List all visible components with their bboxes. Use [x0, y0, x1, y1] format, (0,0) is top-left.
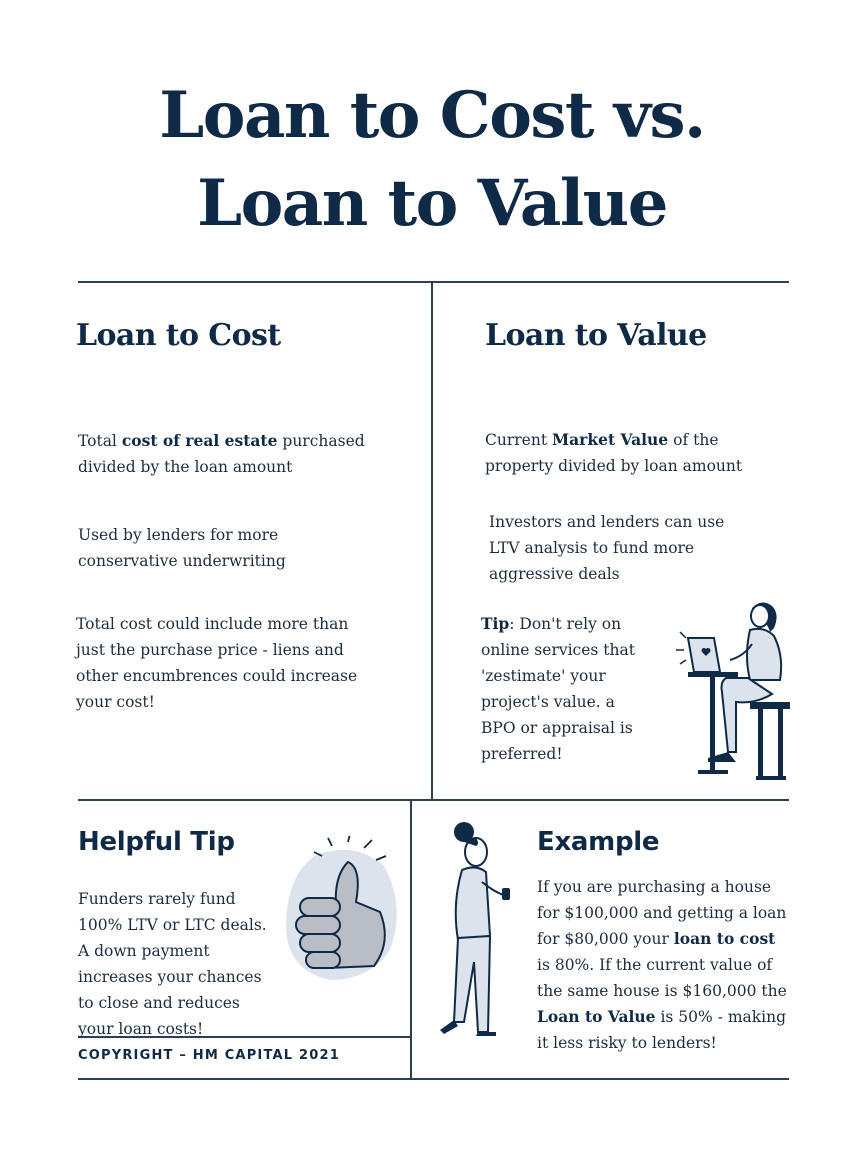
helpful-tip-text: Funders rarely fund 100% LTV or LTC deals. A down payment increases your chances to close and reduces your loan costs! [78, 890, 267, 1038]
ltv-definition: Current Market Value of the property divided by loan amount [485, 430, 743, 475]
person-at-laptop-icon [672, 598, 796, 784]
thumbs-up-icon [284, 836, 400, 986]
ltv-heading: Loan to Value [485, 318, 707, 353]
title-line-2: Loan to Value [197, 166, 667, 241]
ltc-note: Total cost could include more than just the purchase price - liens and other encumbrences could increase your cost! [76, 615, 358, 711]
example-heading: Example [537, 827, 660, 857]
bottom-divider [78, 1078, 789, 1080]
middle-divider [78, 799, 789, 801]
example-text: If you are purchasing a house for $100,000 and getting a loan for $80,000 your loan to cost is 80%. If the current value of the same house is $160,000 the Loan to Value is 50% - making it less risky to lenders! [537, 878, 787, 1052]
center-divider-upper [431, 281, 433, 799]
center-divider-lower [410, 799, 412, 1079]
ltc-definition: Total cost of real estate purchased divided by the loan amount [78, 431, 365, 476]
ltc-usage: Used by lenders for more conservative underwriting [78, 526, 286, 570]
person-with-phone-icon [436, 820, 526, 1042]
ltv-tip: Tip: Don't rely on online services that 'zestimate' your project's value. a BPO or appraisal is preferred! [481, 614, 635, 763]
ltv-usage: Investors and lenders can use LTV analysis to fund more aggressive deals [489, 513, 725, 583]
title-line-1: Loan to Cost vs. [159, 78, 705, 153]
copyright: COPYRIGHT – HM CAPITAL 2021 [78, 1048, 340, 1063]
page-title [0, 72, 864, 248]
ltc-heading: Loan to Cost [76, 318, 281, 353]
top-divider [78, 281, 789, 283]
helpful-tip-heading: Helpful Tip [78, 827, 235, 857]
